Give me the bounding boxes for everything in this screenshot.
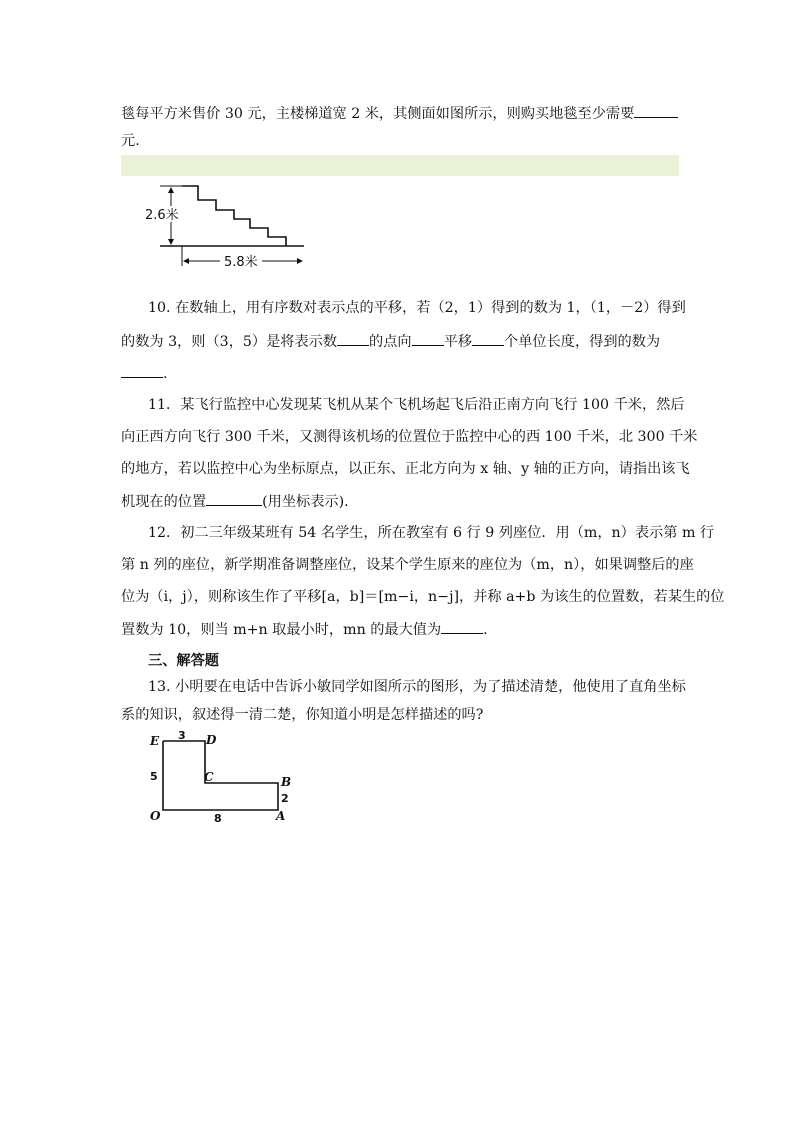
q10-text-2b: 的点向 [369,334,412,350]
stair-width-label: 5.8米 [224,255,258,270]
q11-blank [206,491,262,506]
q10-text-2a: 的数为 3，则（3，5）是将表示数 [121,334,338,350]
q10-text-2d: 个单位长度，得到的数为 [504,334,661,350]
q11-line-4 [121,491,681,512]
q12-text-1: 12．初二三年级某班有 54 名学生，所在教室有 6 行 9 列座位．用（m，n）表示第 m 行 [148,525,715,541]
q12-line-3 [121,587,725,607]
len-AB: 2 [281,792,289,805]
q10-line-1 [148,298,686,318]
q12-text-4a: 置数为 10，则当 m+n 取最小时，mn 的最大值为 [121,622,442,638]
height-arrow-up [168,187,174,193]
highlight-band [121,155,679,176]
q11-text-3: 的地方，若以监控中心为坐标原点，以正东、正北方向为 x 轴、y 轴的正方向，请指出该飞 [121,461,690,477]
q10-text-2c: 平移 [443,334,472,350]
len-OE: 5 [150,770,158,783]
q12-line-1 [148,523,715,543]
label-B: B [281,775,292,789]
q12-text-2: 第 n 列的座位，新学期准备调整座位，设某个学生原来的座位为（m，n），如果调整后的座 [121,557,694,573]
q13-line-2 [121,705,681,725]
width-arrow-left [183,258,189,264]
q9-answer-blank [634,103,678,118]
q11-text-4b: (用坐标表示)． [262,494,359,510]
label-O: O [150,809,161,823]
q11-line-1 [148,395,685,415]
label-C: C [204,770,214,784]
label-A: A [276,809,286,823]
q11-line-3 [121,459,690,479]
q9-line-1 [121,103,681,124]
q10-blank-2 [412,331,444,346]
shape-outline [163,741,278,810]
q10-text-1: 10. 在数轴上，用有序数对表示点的平移，若（2，1）得到的数为 1，（1，－2）得到 [148,300,686,316]
stair-outline [182,186,286,246]
q10-line-2 [121,331,681,352]
q13-line-1 [148,677,686,697]
shape-figure [140,728,300,828]
len-ED: 3 [178,729,186,742]
len-OA: 8 [214,812,222,825]
q11-text-1: 11．某飞行监控中心发现某飞机从某个飞机场起飞后沿正南方向飞行 100 千米，然后 [148,397,685,413]
q12-blank [441,619,483,634]
q12-text-3: 位为（i，j），则称该生作了平移[a，b]＝[m−i，n−j]，并称 a+b 为该生的位置数，若某生的位 [121,589,725,605]
q10-text-3: . [163,366,168,382]
q11-text-4a: 机现在的位置 [121,494,207,510]
section-title: 三、解答题 [148,653,219,669]
height-arrow-down [168,239,174,245]
q11-text-2: 向正西方向飞行 300 千米，又测得该机场的位置位于监控中心的西 100 千米，北 300 千米 [121,429,698,445]
q13-text-2: 系的知识，叙述得一清二楚，你知道小明是怎样描述的吗? [121,707,484,723]
stair-height-label: 2.6米 [145,208,179,223]
stair-figure [140,182,310,272]
q9-text-1: 毯每平方米售价 30 元，主楼梯道宽 2 米，其侧面如图所示，则购买地毯至少需要 [121,106,635,122]
section-heading [148,651,681,671]
q12-line-2 [121,555,694,575]
width-arrow-right [297,258,303,264]
q10-blank-3 [472,331,504,346]
q12-line-4 [121,619,681,640]
q10-line-3 [121,363,681,384]
q11-line-2 [121,427,698,447]
q10-blank-4 [121,363,163,378]
label-D: D [206,733,217,747]
label-E: E [150,734,160,748]
q9-line-2 [121,131,681,151]
q9-text-2: 元. [121,133,140,149]
q13-text-1: 13. 小明要在电话中告诉小敏同学如图所示的图形，为了描述清楚，他使用了直角坐标 [148,679,686,695]
q12-text-4b: . [483,622,488,638]
q10-blank-1 [337,331,369,346]
